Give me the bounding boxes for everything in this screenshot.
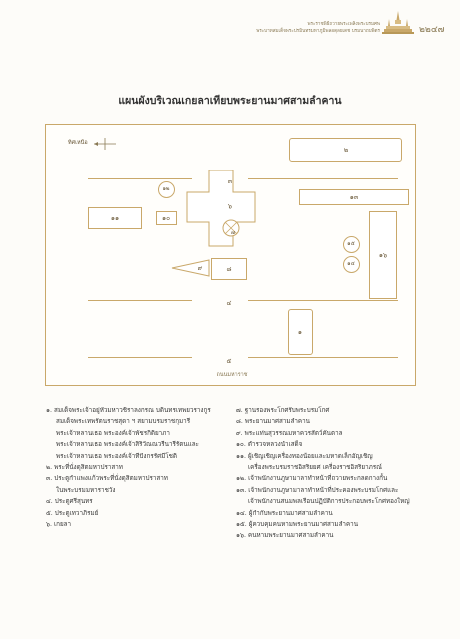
north-label: ทิศเหนือ: [68, 140, 88, 146]
label-7: ๗: [230, 230, 236, 236]
wall-line-mid-left: [88, 300, 192, 301]
label-5: ๕: [226, 357, 232, 365]
header-line-2: พระบาทสมเด็จพระปรมินทรมหาภูมิพลอดุลยเดช บรมนาถบพิตร: [256, 29, 380, 34]
legend-left-column: [46, 405, 231, 530]
label-16: ๑๖: [378, 251, 388, 259]
label-15: ๑๕: [347, 241, 355, 247]
label-6: ๖: [227, 202, 233, 210]
legend-item: ๗. ฐานรองพระโกศรับพระบรมโกศ: [236, 407, 330, 414]
legend-item: ๑. สมเด็จพระเจ้าอยู่หัวมหาวชิราลงกรณ บดินทรเทพยวรางกูร: [46, 407, 211, 414]
wall-line-north-right: [248, 178, 398, 179]
palanquin-dais-9: [171, 259, 211, 277]
legend-item: เครื่องพระบรมราชอิสริยยศ เครื่องราชอิสริยาภรณ์: [248, 464, 383, 472]
label-13: ๑๓: [349, 193, 359, 201]
legend-item: ๑๑. ผู้เชิญเชิญเครื่องทองน้อยและมหาดเล็กอัญเชิญ: [236, 452, 373, 460]
label-12: ๑๒: [162, 186, 170, 192]
label-3: ๓: [227, 177, 233, 185]
legend-item: ๑๔. ผู้กำกับพระยานมาศสามลำคาน: [236, 509, 333, 517]
label-4: ๔: [226, 299, 232, 307]
wall-line-south-left: [88, 357, 192, 358]
legend-item: ๕. ประตูเทวาภิรมย์: [46, 509, 99, 517]
legend-item: ๒. พระที่นั่งดุสิตมหาปราสาท: [46, 464, 123, 472]
header-line-1: พระราชพิธีถวายพระเพลิงพระบรมศพ: [307, 22, 380, 27]
legend-item: พระเจ้าหลานเธอ พระองค์เจ้าสิริวัณณวรีนารีรัตนและ: [56, 441, 199, 449]
page-title: แผนผังบริเวณเกยลาเทียบพระยานมาศสามลำคาน: [118, 95, 342, 107]
legend-item: ๑๓. เจ้าพนักงานภูษามาลาทำหน้าที่ประคองพระบรมโกศและ: [236, 486, 399, 494]
legend-item: พระเจ้าหลานเธอ พระองค์เจ้าพัชรกิติยาภา: [56, 429, 170, 437]
legend-right-column: [236, 405, 436, 542]
legend-item: ๓. ประตูกำแพงแก้วพระที่นั่งดุสิตมหาปราสาท: [46, 475, 168, 483]
legend-item: ๖. เกยลา: [46, 521, 72, 529]
legend-item: ๙. พระแท่นสุวรรณมหาควรสัตว์คันตาล: [236, 429, 343, 437]
legend-item: ๑๐. ตำรวจหลวงนำเสด็จ: [236, 441, 303, 449]
legend-item: ในพระบรมมหาราชวัง: [56, 486, 116, 494]
central-cross-structure: [185, 170, 257, 248]
label-8: ๘: [226, 265, 232, 273]
wall-line-south-right: [248, 357, 398, 358]
label-10: ๑๐: [161, 214, 171, 222]
legend-item: สมเด็จพระเทพรัตนราชสุดา ฯ สยามบรมราชกุมารี: [56, 418, 191, 426]
north-arrow-icon: [92, 137, 118, 151]
page-number: ๒๒๔๗: [419, 25, 445, 35]
road-label: ถนนมหาราช: [216, 372, 248, 378]
legend-item: ๘. พระยานมาศสามลำคาน: [236, 418, 310, 426]
legend-item: ๑๕. ผู้ควบคุมคนหามพระยานมาศสามลำคาน: [236, 521, 359, 529]
label-9: ๙: [197, 264, 203, 272]
site-plan: [45, 124, 416, 386]
label-14: ๑๔: [347, 261, 355, 267]
wall-line-mid-right: [248, 300, 398, 301]
legend-item: เจ้าพนักงานสนมพลเรือนปฏิบัติการประกอบพระโกศทองใหญ่: [248, 498, 410, 506]
label-1: ๑: [297, 328, 303, 336]
label-2: ๒: [343, 146, 349, 154]
wall-line-north-left: [88, 178, 192, 179]
royal-crematorium-emblem-icon: [382, 10, 414, 36]
legend-item: ๑๖. คนหามพระยานมาศสามลำคาน: [236, 532, 334, 540]
legend-item: ๑๒. เจ้าพนักงานภูษามาลาทำหน้าที่ถวายพระกลดกางกั้น: [236, 475, 388, 483]
legend-item: พระเจ้าหลานเธอ พระองค์เจ้าทีปังกรรัศมีโชติ: [56, 452, 177, 460]
legend-item: ๔. ประตูศรีสุนทร: [46, 498, 93, 506]
label-11: ๑๑: [110, 214, 120, 222]
